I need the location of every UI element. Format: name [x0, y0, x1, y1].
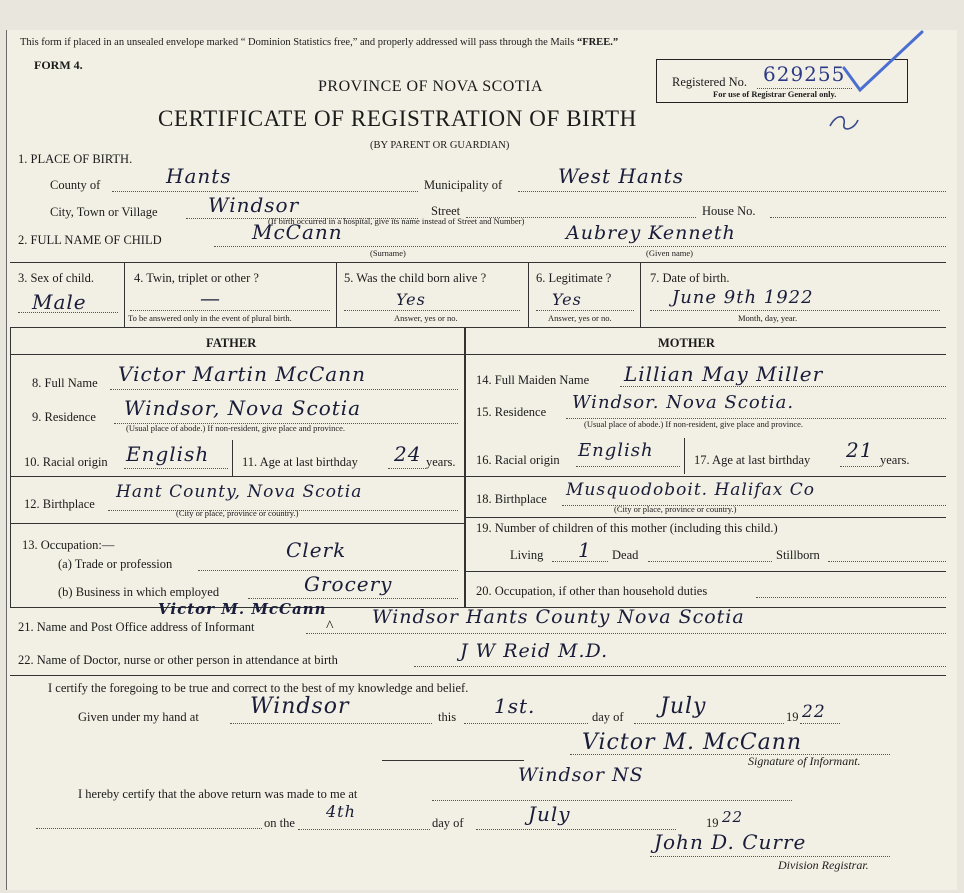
caret-mark: ^	[326, 618, 334, 635]
father-age-value: 24	[394, 442, 422, 466]
registrar-year: 22	[722, 808, 744, 826]
father-age-divider	[232, 440, 233, 476]
doctor-bottom-rule	[10, 675, 946, 676]
father-trade-value: Clerk	[286, 538, 347, 562]
alive-line	[344, 310, 520, 311]
street-label: Street	[431, 204, 461, 218]
legit-note: Answer, yes or no.	[548, 313, 612, 323]
mother-age-divider	[684, 438, 685, 474]
child-surname: McCann	[252, 220, 343, 244]
informant-address: Windsor Hants County Nova Scotia	[372, 606, 745, 628]
father-birthplace-value: Hant County, Nova Scotia	[116, 482, 363, 502]
municipality-label: Municipality of	[424, 178, 503, 192]
alive-value: Yes	[396, 290, 426, 309]
father-racial-label: 10. Racial origin	[24, 455, 108, 469]
mother-birthplace-value: Musquodoboit. Halifax Co	[566, 480, 815, 500]
place-heading: 1. PLACE OF BIRTH.	[18, 152, 133, 166]
father-birthplace-note: (City or place, province or country.)	[176, 508, 299, 518]
twin-label: 4. Twin, triplet or other ?	[134, 271, 259, 285]
father-name-line	[110, 389, 458, 390]
father-business-value: Grocery	[304, 572, 393, 596]
given-year-line	[800, 723, 840, 724]
col-divider-2	[336, 262, 337, 327]
sex-label: 3. Sex of child.	[18, 271, 95, 285]
mother-residence-label: 15. Residence	[476, 405, 547, 419]
registrar-month-line	[476, 829, 676, 830]
father-name-value: Victor Martin McCann	[118, 362, 366, 386]
legit-line	[536, 310, 634, 311]
col-divider-3	[528, 262, 529, 327]
father-age-label: 11. Age at last birthday	[242, 455, 358, 469]
alive-note: Answer, yes or no.	[394, 313, 458, 323]
living-label: Living	[510, 548, 544, 562]
form-number: FORM 4.	[34, 58, 83, 72]
father-birthplace-rule	[10, 523, 464, 524]
father-age-line	[388, 468, 426, 469]
sex-value: Male	[32, 290, 87, 314]
registrar-place: Windsor NS	[518, 764, 644, 786]
father-business-line	[248, 598, 458, 599]
mother-racial-label: 16. Racial origin	[476, 453, 560, 467]
house-line	[770, 217, 946, 218]
mother-racial-line	[576, 466, 680, 467]
father-name-label: 8. Full Name	[32, 376, 98, 390]
child-name-label: 2. FULL NAME OF CHILD	[18, 233, 162, 247]
mother-residence-value: Windsor. Nova Scotia.	[572, 392, 795, 413]
father-residence-label: 9. Residence	[32, 410, 96, 424]
mother-occupation-label: 20. Occupation, if other than household duties	[476, 584, 708, 598]
mother-age-line	[840, 466, 880, 467]
mother-age-label: 17. Age at last birthday	[694, 453, 811, 467]
certificate-subtitle: (BY PARENT OR GUARDIAN)	[370, 140, 510, 151]
given-day: 1st.	[494, 694, 536, 718]
alive-label: 5. Was the child born alive ?	[344, 271, 487, 285]
stillborn-line	[828, 561, 946, 562]
informant-name: Victor M. McCann	[158, 600, 327, 618]
registrar-place-line	[432, 800, 792, 801]
city-label: City, Town or Village	[50, 205, 158, 219]
col-divider-1	[124, 262, 125, 327]
doctor-value: J W Reid M.D.	[460, 640, 609, 662]
mother-children-rule	[464, 571, 946, 572]
father-trade-label: (a) Trade or profession	[58, 557, 173, 571]
col-divider-4	[640, 262, 641, 327]
father-heading: FATHER	[206, 336, 257, 350]
registrar-month: July	[528, 802, 571, 826]
registrar-day: 4th	[326, 802, 356, 821]
given-month-line	[634, 723, 784, 724]
date-line	[650, 310, 940, 311]
registrar-signature-line	[650, 856, 890, 857]
house-label: House No.	[702, 204, 756, 218]
certify-statement: I certify the foregoing to be true and correct to the best of my knowledge and belief.	[48, 681, 469, 695]
separator-short-line	[382, 760, 524, 761]
father-racial-line	[124, 468, 228, 469]
father-years: years.	[426, 455, 456, 469]
given-day-line	[464, 723, 588, 724]
county-line	[112, 191, 418, 192]
mother-racial-value: English	[578, 440, 654, 461]
registrar-signature: John D. Curre	[654, 830, 807, 854]
twin-line	[130, 310, 330, 311]
legit-value: Yes	[552, 290, 582, 309]
registrar-statement: I hereby certify that the above return was made to me at	[78, 787, 358, 801]
registered-number: 629255	[763, 62, 846, 86]
living-value: 1	[578, 538, 592, 562]
mother-residence-note: (Usual place of abode.) If non-resident, give place and province.	[584, 419, 804, 429]
row-top-border	[10, 262, 946, 263]
day-of-label: day of	[592, 710, 624, 724]
hospital-note: (If birth occurred in a hospital, give its name instead of Street and Number)	[268, 216, 525, 226]
informant-line	[306, 633, 946, 634]
given-month: July	[660, 694, 707, 719]
mother-birthplace-rule	[464, 517, 946, 518]
mother-occupation-line	[756, 597, 946, 598]
registrar-stamp-mark	[826, 112, 862, 136]
given-place-line	[230, 723, 432, 724]
mother-name-value: Lillian May Miller	[624, 362, 824, 386]
city-value: Windsor	[208, 193, 300, 217]
given-place: Windsor	[250, 694, 350, 719]
mother-birthplace-note: (City or place, province or country.)	[614, 504, 737, 514]
mother-birthplace-label: 18. Birthplace	[476, 492, 547, 506]
dead-line	[648, 561, 772, 562]
father-birthplace-label: 12. Birthplace	[24, 497, 95, 511]
on-the-label: on the	[264, 816, 295, 830]
father-age-rule	[10, 476, 464, 477]
legit-label: 6. Legitimate ?	[536, 271, 612, 285]
father-racial-value: English	[126, 442, 210, 466]
child-given-name: Aubrey Kenneth	[566, 222, 736, 244]
given-caption: (Given name)	[646, 248, 693, 258]
father-trade-line	[198, 570, 458, 571]
registrar-year-prefix: 19	[706, 816, 719, 830]
registrar-left-line	[36, 828, 262, 829]
father-residence-value: Windsor, Nova Scotia	[124, 396, 362, 420]
mother-name-line	[620, 386, 946, 387]
child-name-line	[214, 246, 946, 247]
mother-age-rule	[464, 476, 946, 477]
mother-years: years.	[880, 453, 910, 467]
registered-label: Registered No.	[672, 75, 747, 89]
date-note: Month, day, year.	[738, 313, 798, 323]
registrar-caption: Division Registrar.	[778, 858, 869, 872]
parents-left-border	[10, 327, 11, 607]
date-value: June 9th 1922	[672, 287, 814, 308]
mail-free: “FREE.”	[576, 37, 619, 48]
check-mark	[838, 28, 928, 98]
father-business-label: (b) Business in which employed	[58, 585, 220, 599]
mail-notice: This form if placed in an unsealed envelope marked “ Dominion Statistics free,” and properly addressed will pass through the Mails “FREE.”	[20, 37, 619, 48]
county-label: County of	[50, 178, 101, 192]
sex-line	[18, 312, 118, 313]
year-prefix: 19	[786, 710, 799, 724]
mother-children-label: 19. Number of children of this mother (including this child.)	[476, 521, 778, 535]
parents-heading-line	[10, 354, 946, 355]
date-label: 7. Date of birth.	[650, 271, 730, 285]
doctor-line	[414, 666, 946, 667]
dead-label: Dead	[612, 548, 639, 562]
municipality-value: West Hants	[558, 164, 684, 188]
registrar-day-line	[298, 829, 430, 830]
registrar-day-of-label: day of	[432, 816, 464, 830]
parents-center-divider	[464, 327, 466, 607]
this-label: this	[438, 710, 457, 724]
mother-age-value: 21	[846, 438, 874, 462]
certificate-title: CERTIFICATE OF REGISTRATION OF BIRTH	[158, 106, 637, 131]
father-occupation-label: 13. Occupation:—	[22, 538, 115, 552]
row-bottom-border	[10, 327, 946, 328]
surname-caption: (Surname)	[370, 248, 406, 258]
doctor-label: 22. Name of Doctor, nurse or other person in attendance at birth	[18, 653, 338, 667]
father-residence-note: (Usual place of abode.) If non-resident, give place and province.	[126, 423, 346, 433]
registrar-note: For use of Registrar General only.	[713, 89, 837, 99]
given-year: 22	[802, 702, 826, 722]
twin-value: —	[200, 286, 221, 310]
mother-heading: MOTHER	[658, 336, 715, 350]
twin-note: To be answered only in the event of plural birth.	[128, 313, 292, 323]
informant-signature: Victor M. McCann	[582, 730, 803, 755]
stillborn-label: Stillborn	[776, 548, 820, 562]
mother-name-label: 14. Full Maiden Name	[476, 373, 590, 387]
informant-signature-caption: Signature of Informant.	[748, 754, 861, 768]
informant-label: 21. Name and Post Office address of Informant	[18, 620, 255, 634]
county-value: Hants	[166, 164, 232, 188]
given-label: Given under my hand at	[78, 710, 199, 724]
province-title: PROVINCE OF NOVA SCOTIA	[318, 78, 544, 95]
municipality-line	[518, 191, 946, 192]
